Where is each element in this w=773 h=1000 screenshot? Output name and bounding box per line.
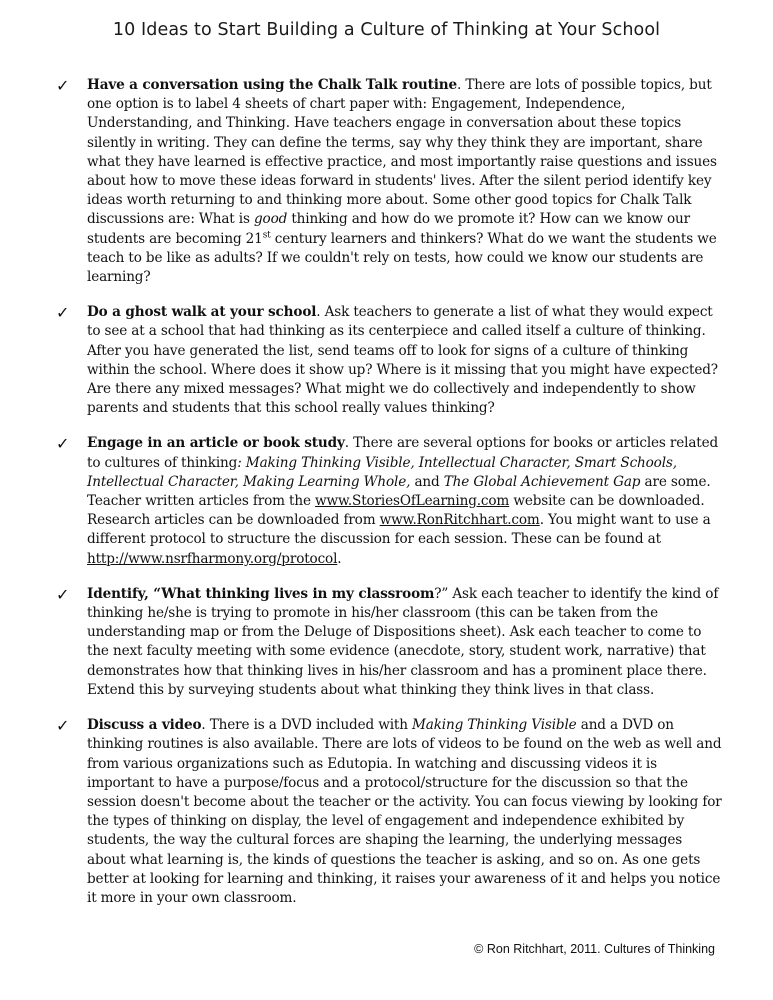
page-title: 10 Ideas to Start Building a Culture of Thinking at Your School bbox=[112, 20, 661, 40]
list-item-book-study bbox=[56, 434, 724, 568]
item-lead: Do a ghost walk at your school bbox=[87, 304, 317, 321]
item-text: Discuss a video. There is a DVD included with Making Thinking Visible and a DVD on thinking routines is also available. There are lots of videos to be found on the web as well and from various organizations such as Edutopia. In watching and discussing videos it is important to have a purpose/focus and a protocol/structure for the discussion so that the session doesn't become about the teacher or the activity. You can focus viewing by looking for the types of thinking on display, the level of engagement and independence exhibited by students, the way the cultural forces are shaping the learning, the underlying messages about what learning is, the kinds of questions the teacher is asking, and so on. As one gets better at looking for learning and thinking, it raises your awareness of it and helps you notice it more in your own classroom. bbox=[87, 717, 722, 906]
item-lead: Engage in an article or book study bbox=[87, 435, 345, 452]
item-lead: Discuss a video bbox=[87, 717, 202, 734]
checkmark-icon: ✓ bbox=[56, 716, 70, 736]
list-item-chalk-talk bbox=[56, 76, 724, 287]
checkmark-icon: ✓ bbox=[56, 303, 70, 323]
list-item-ghost-walk bbox=[56, 303, 724, 418]
nsrf-protocol-link[interactable]: http://www.nsrfharmony.org/protocol bbox=[87, 550, 338, 567]
item-text: Have a conversation using the Chalk Talk routine. There are lots of possible topics, but one option is to label 4 sheets of chart paper with: Engagement, Independence, Understanding, and Thinking. Have teachers engage in conversation about these topics silently in writing. They can define the terms, say why they think they are important, share what they have learned is effective practice, and most importantly raise questions and issues about how to move these ideas forward in students' lives. After the silent period identify key ideas worth returning to and thinking more about. Some other good topics for Chalk Talk discussions are: What is good thinking and how do we promote it? How can we know our students are becoming 21st century learners and thinkers? What do we want the students we teach to be like as adults? If we couldn't rely on tests, how could we know our students are learning? bbox=[87, 77, 717, 286]
item-lead: Identify, “What thinking lives in my classroom bbox=[87, 585, 435, 602]
item-lead: Have a conversation using the Chalk Talk routine bbox=[87, 77, 458, 93]
list-item-thinking-lives bbox=[56, 585, 724, 700]
item-text: Identify, “What thinking lives in my classroom?” Ask each teacher to identify the kind of thinking he/she is trying to promote in his/her classroom (this can be taken from the understanding map or from the Deluge of Dispositions sheet). Ask each teacher to come to the next faculty meeting with some evidence (anecdote, story, student work, narrative) that demonstrates how that thinking lives in his/her classroom and has a prominent place there. Extend this by surveying students about what thinking they think lives in that class. bbox=[87, 585, 719, 698]
item-text: Do a ghost walk at your school. Ask teachers to generate a list of what they would expect to see at a school that had thinking as its centerpiece and called itself a culture of thinking. After you have generated the list, send teams off to look for signs of a culture of thinking within the school. Where does it show up? Where is it missing that you might have expected? Are there any mixed messages? What might we do collectively and independently to show parents and students that this school really values thinking? bbox=[87, 304, 718, 417]
item-text: Engage in an article or book study. There are several options for books or articles related to cultures of thinking: Making Thinking Visible, Intellectual Character, Smart Schools, Intellectual Character, Making Learning Whole, and The Global Achievement Gap are some. Teacher written articles from the www.StoriesOfLearning.com website can be downloaded. Research articles can be downloaded from www.RonRitchhart.com. You might want to use a different protocol to structure the discussion for each session. These can be found at http://www.nsrfharmony.org/protocol. bbox=[87, 435, 719, 567]
checkmark-icon: ✓ bbox=[56, 584, 70, 604]
ron-ritchhart-link[interactable]: www.RonRitchhart.com bbox=[379, 512, 540, 529]
footer-copyright: © Ron Ritchhart, 2011. Cultures of Thinking bbox=[474, 942, 715, 956]
list-item-discuss-video bbox=[56, 716, 724, 908]
checkmark-icon: ✓ bbox=[56, 76, 70, 95]
ideas-list bbox=[56, 76, 724, 924]
stories-of-learning-link[interactable]: www.StoriesOfLearning.com bbox=[315, 493, 510, 510]
checkmark-icon: ✓ bbox=[56, 434, 70, 454]
